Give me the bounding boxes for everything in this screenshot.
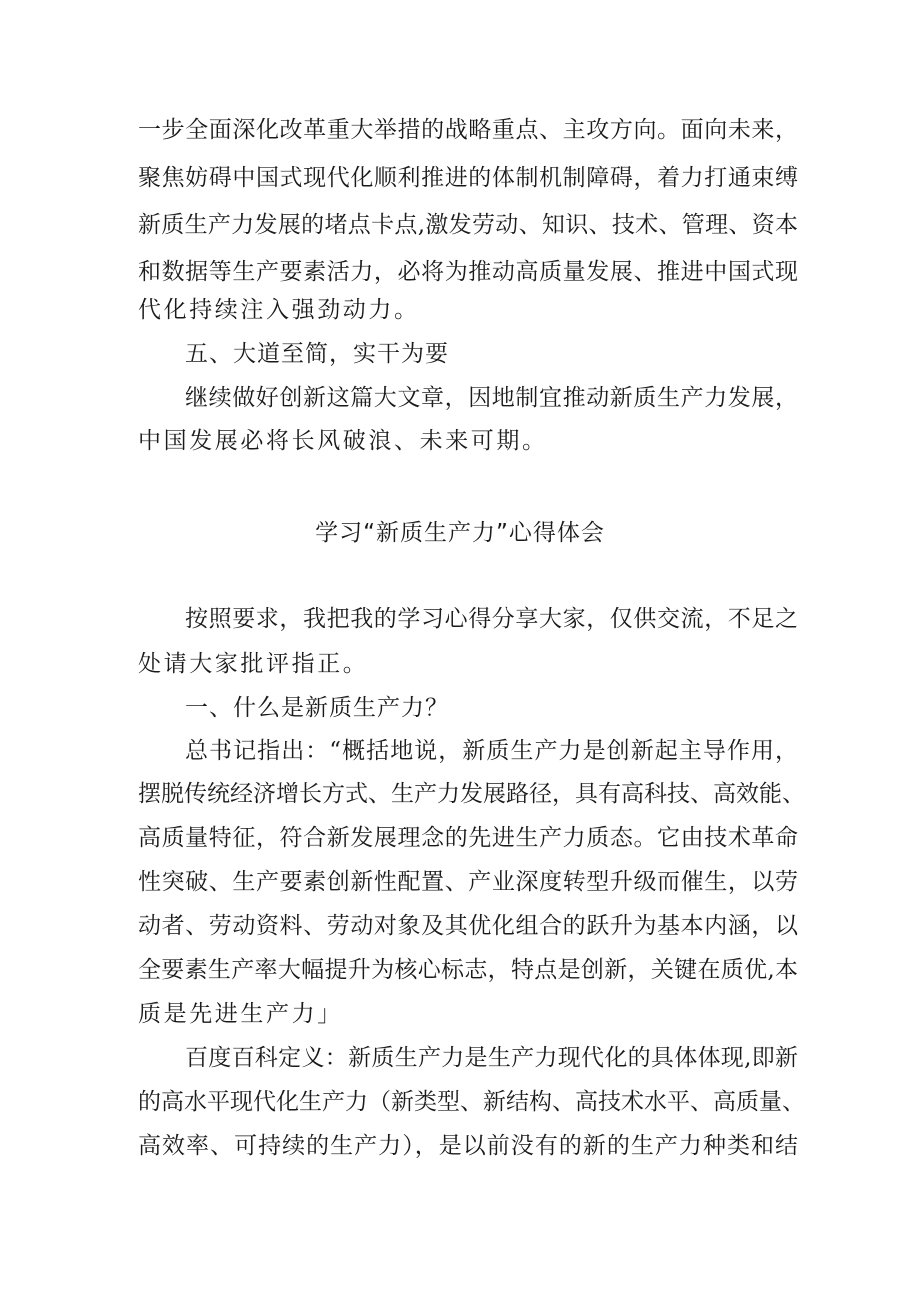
paragraph-line: 聚焦妨碍中国式现代化顺利推进的体制机制障碍，着力打通束缚 xyxy=(138,165,798,191)
paragraph-line: 的高水平现代化生产力（新类型、新结构、高技术水平、高质量、 xyxy=(138,1089,805,1115)
paragraph-line: 高质量特征，符合新发展理念的先进生产力质态。它由技术革命 xyxy=(138,825,798,851)
section-heading-1: 一、什么是新质生产力？ xyxy=(185,695,449,721)
paragraph-line: 全要素生产率大幅提升为核心标志，特点是创新，关键在质优,本 xyxy=(138,957,798,983)
paragraph-line: 摆脱传统经济增长方式、生产力发展路径，具有高科技、高效能、 xyxy=(138,781,805,807)
paragraph-line: 百度百科定义：新质生产力是生产力现代化的具体体现,即新 xyxy=(185,1045,798,1071)
paragraph-line: 动者、劳动资料、劳动对象及其优化组合的跃升为基本内涵，以 xyxy=(138,913,798,939)
paragraph-line: 质是先进生产力」 xyxy=(138,1001,343,1027)
paragraph-line: 性突破、生产要素创新性配置、产业深度转型升级而催生，以劳 xyxy=(138,869,798,895)
paragraph-line: 继续做好创新这篇大文章，因地制宜推动新质生产力发展， xyxy=(185,385,798,411)
paragraph-line: 中国发展必将长风破浪、未来可期。 xyxy=(138,428,548,454)
paragraph-line: 处请大家批评指正。 xyxy=(138,651,369,677)
paragraph-line: 代化持续注入强劲动力。 xyxy=(138,297,420,323)
paragraph-line: 高效率、可持续的生产力），是以前没有的新的生产力种类和结 xyxy=(138,1133,798,1159)
article-title: 学习“新质生产力”心得体会 xyxy=(315,520,605,546)
paragraph-line: 按照要求，我把我的学习心得分享大家，仅供交流，不足之 xyxy=(185,606,798,632)
paragraph-line: 和数据等生产要素活力，必将为推动高质量发展、推进中国式现 xyxy=(138,259,798,285)
paragraph-line: 总书记指出：“概括地说，新质生产力是创新起主导作用， xyxy=(185,738,798,764)
paragraph-line: 新质生产力发展的堵点卡点,激发劳动、知识、技术、管理、资本 xyxy=(138,212,798,238)
paragraph-line: 一步全面深化改革重大举措的战略重点、主攻方向。面向未来， xyxy=(138,117,798,143)
section-heading-5: 五、大道至简，实干为要 xyxy=(185,341,449,367)
